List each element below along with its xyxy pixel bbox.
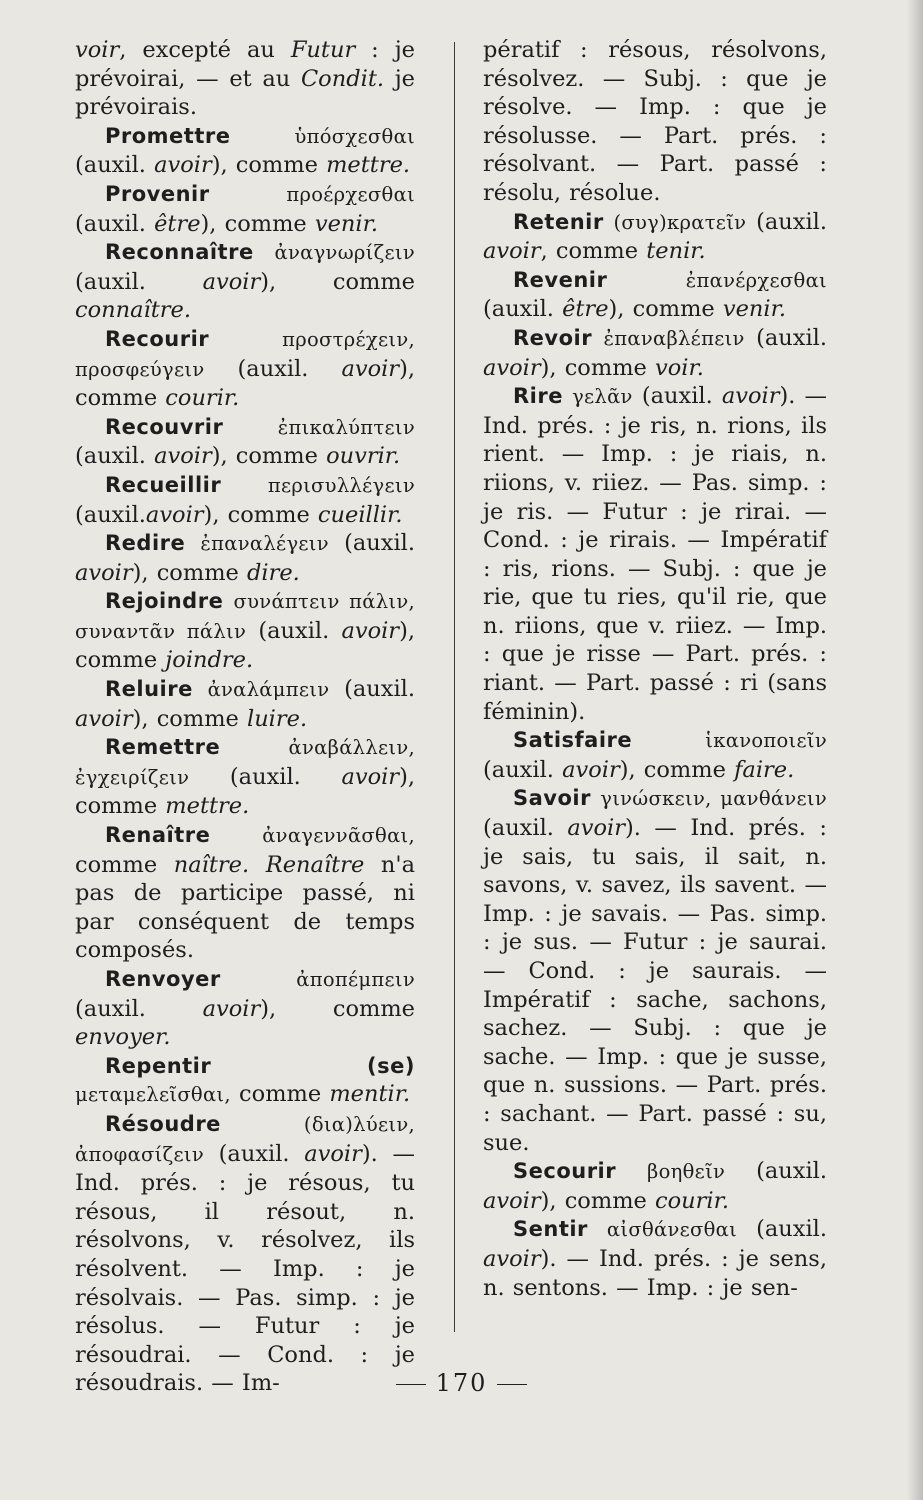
- entry-text: (auxil.: [203, 1140, 305, 1167]
- dictionary-entry: [483, 36, 827, 208]
- page-number-dash-left: [396, 1384, 426, 1385]
- entry-text: (auxil.: [329, 676, 415, 703]
- entry-italic-text: Futur: [290, 37, 356, 63]
- entry-italic-text: connaître.: [75, 297, 192, 324]
- dictionary-entry: [75, 733, 415, 821]
- entry-italic-text: avoir: [341, 763, 400, 790]
- entry-italic-text: dire.: [247, 559, 300, 586]
- entry-text: (auxil.: [483, 756, 563, 783]
- entry-headword: Promettre: [105, 123, 231, 148]
- dictionary-entry: [75, 325, 415, 413]
- entry-italic-text: joindre.: [165, 647, 254, 674]
- entry-headword: Renvoyer: [105, 967, 221, 991]
- column-divider: [454, 42, 455, 1332]
- entry-text: (auxil.: [483, 296, 563, 323]
- dictionary-entry: [483, 726, 827, 784]
- entry-greek-translation: ἐπανέρχεσθαι: [685, 268, 827, 292]
- page-number-value: 170: [435, 1369, 488, 1397]
- entry-text: ), comme: [608, 296, 723, 323]
- entry-italic-text: avoir: [483, 1187, 541, 1214]
- entry-headword: Renaître: [105, 823, 211, 848]
- entry-greek-translation: (δια)λύειν, ἀποφασίζειν: [75, 1112, 415, 1166]
- dictionary-entry: [483, 266, 827, 324]
- entry-headword: Résoudre: [105, 1111, 221, 1136]
- dictionary-entry: [75, 965, 415, 1052]
- entry-italic-text: courir.: [655, 1187, 730, 1214]
- entry-italic-text: avoir: [341, 617, 400, 644]
- dictionary-entry: [483, 324, 827, 382]
- entry-text: ). — Ind. prés. : je résous, tu résous, il résout, n. résolvons, v. résolvez, ils résolvent. — Imp. : je résolvais. — Pas. simp. : je résolus. — Futur : je résoudrai. — Cond. : je résoudrais. — Im-: [75, 1140, 415, 1397]
- dictionary-entry: [75, 1052, 415, 1110]
- entry-text: ), comme: [260, 995, 415, 1022]
- entry-italic-text: faire.: [734, 756, 795, 783]
- entry-headword: Repentir (se): [105, 1053, 415, 1078]
- entry-text: ), comme: [619, 756, 735, 783]
- entry-headword: Recueillir: [105, 472, 222, 497]
- entry-italic-text: être: [562, 296, 609, 323]
- dictionary-entry: [75, 471, 415, 529]
- entry-italic-text: avoir: [341, 355, 400, 382]
- entry-text: : je prévoirai, — et au: [75, 37, 415, 92]
- entry-italic-text: voir: [75, 37, 120, 63]
- entry-text: (auxil.: [189, 763, 342, 790]
- dictionary-entry: [483, 1157, 827, 1215]
- entry-italic-text: avoir: [483, 238, 541, 265]
- dictionary-entry: [483, 208, 827, 266]
- entry-italic-text: tenir.: [646, 238, 706, 265]
- entry-headword: Revoir: [513, 325, 593, 350]
- entry-text: (auxil.: [632, 383, 722, 410]
- entry-greek-translation: συνάπτειν πάλιν, συναντᾶν πάλιν: [75, 590, 416, 643]
- entry-italic-text: avoir: [154, 152, 212, 179]
- entry-greek-translation: ἐπαναβλέπειν: [603, 326, 745, 350]
- dictionary-entry: [75, 36, 415, 122]
- entry-headword: Recouvrir: [105, 414, 224, 439]
- entry-italic-text: ouvrir.: [326, 443, 401, 470]
- entry-italic-text: avoir: [721, 383, 780, 410]
- entry-italic-text: avoir: [483, 1245, 541, 1272]
- entry-headword: Provenir: [105, 181, 210, 206]
- entry-greek-translation: ἐπαναλέγειν: [200, 532, 329, 556]
- entry-italic-text: mentir.: [329, 1081, 411, 1108]
- entry-headword: Satisfaire: [513, 728, 633, 753]
- entry-text: ), comme: [75, 617, 415, 674]
- entry-text: comme: [230, 1081, 330, 1108]
- entry-text: (auxil.: [75, 443, 155, 470]
- entry-italic-text: cueillir.: [317, 501, 403, 528]
- entry-text: ). — Ind. prés. : je sens, n. sentons. — Imp. : je sen-: [483, 1245, 827, 1301]
- entry-text: ), comme: [540, 1187, 655, 1214]
- entry-greek-translation: προέρχεσθαι: [286, 182, 415, 206]
- entry-italic-text: avoir: [75, 559, 133, 586]
- entry-italic-text: mettre.: [165, 793, 250, 820]
- entry-greek-translation: ἀποπέμπειν: [296, 968, 415, 991]
- entry-headword: Savoir: [513, 786, 591, 811]
- entry-italic-text: avoir: [483, 354, 541, 381]
- entry-greek-translation: αἰσθάνεσθαι: [606, 1218, 738, 1242]
- dictionary-entry: [75, 122, 415, 180]
- entry-greek-translation: ἀναγεννᾶσθαι,: [262, 824, 415, 848]
- dictionary-entry: [483, 1215, 827, 1302]
- entry-headword: Rejoindre: [105, 589, 224, 614]
- dictionary-entry: [75, 529, 415, 587]
- entry-italic-text: avoir: [145, 501, 204, 528]
- entry-italic-text: avoir: [562, 756, 620, 783]
- dictionary-entry: [75, 180, 415, 238]
- entry-text: ), comme: [132, 705, 247, 732]
- entry-text: comme: [75, 851, 174, 878]
- entry-italic-text: venir.: [314, 210, 379, 237]
- entry-greek-translation: (συγ)κρατεῖν: [613, 210, 747, 234]
- entry-text: ), comme: [132, 559, 247, 586]
- entry-text: (auxil.: [483, 815, 568, 842]
- dictionary-entry: [75, 413, 415, 471]
- entry-italic-text: avoir: [202, 268, 261, 295]
- entry-text: (auxil.: [246, 617, 342, 644]
- entry-text: (auxil.: [744, 324, 827, 351]
- entry-italic-text: mettre.: [326, 152, 411, 179]
- entry-greek-translation: ἀναλάμπειν: [207, 678, 330, 702]
- entry-text: (auxil.: [737, 1216, 827, 1243]
- entry-text: (auxil.: [75, 501, 146, 528]
- entry-text: n'a pas de participe passé, ni par conséquent de temps composés.: [75, 851, 415, 964]
- entry-text: (auxil.: [75, 268, 203, 295]
- entry-text: ), comme: [203, 501, 318, 528]
- entry-text: ), comme: [260, 268, 415, 295]
- entry-italic-text: être: [154, 210, 201, 237]
- entry-text: ), comme: [540, 354, 655, 381]
- entry-text: , excepté au: [119, 37, 291, 63]
- entry-text: ), comme: [211, 443, 327, 470]
- left-column: [75, 36, 415, 1398]
- entry-italic-text: avoir: [202, 995, 261, 1022]
- entry-text: ), comme: [75, 763, 415, 820]
- entry-italic-text: luire.: [247, 705, 308, 732]
- entry-headword: Rire: [513, 384, 563, 409]
- page-number-dash-right: [497, 1384, 527, 1385]
- entry-italic-text: avoir: [304, 1140, 362, 1167]
- entry-italic-text: envoyer.: [75, 1024, 171, 1051]
- entry-headword: Retenir: [513, 209, 604, 234]
- entry-italic-text: avoir: [567, 815, 626, 842]
- entry-text: (auxil.: [328, 530, 415, 557]
- entry-greek-translation: ἀναβάλλειν, ἐγχειρίζειν: [75, 736, 415, 789]
- entry-greek-translation: μεταμελεῖσθαι,: [75, 1083, 231, 1107]
- entry-headword: Redire: [105, 531, 186, 556]
- entry-italic-text: naître. Renaître: [173, 851, 365, 878]
- entry-italic-text: avoir: [154, 443, 212, 470]
- entry-headword: Sentir: [513, 1217, 588, 1242]
- entry-greek-translation: γελᾶν: [572, 385, 633, 409]
- entry-text: (auxil.: [746, 208, 827, 235]
- dictionary-entry: [483, 382, 827, 726]
- entry-greek-translation: περισυλλέγειν: [267, 473, 415, 497]
- entry-headword: Remettre: [105, 735, 221, 760]
- entry-text: ), comme: [211, 152, 327, 179]
- entry-greek-translation: ἐπικαλύπτειν: [277, 415, 415, 439]
- entry-text: (auxil.: [725, 1158, 827, 1185]
- entry-greek-translation: βοηθεῖν: [647, 1160, 726, 1184]
- entry-text: , comme: [540, 238, 647, 265]
- entry-text: (auxil.: [75, 152, 155, 179]
- entry-text: pératif : résous, résolvons, résolvez. — Subj. : que je résolve. — Imp. : que je résolusse. — Part. prés. : résolvant. — Part. passé : résolu, résolue.: [483, 37, 827, 206]
- dictionary-entry: [483, 784, 827, 1157]
- entry-greek-translation: προστρέχειν, προσφεύγειν: [75, 327, 415, 381]
- entry-italic-text: avoir: [75, 705, 133, 732]
- dictionary-entry: [75, 675, 415, 733]
- entry-text: je prévoirais.: [75, 65, 415, 121]
- entry-italic-text: venir.: [722, 296, 787, 323]
- entry-text: (auxil.: [75, 210, 155, 237]
- right-column: [483, 36, 827, 1302]
- entry-greek-translation: ἱκανοποιεῖν: [705, 729, 827, 753]
- entry-headword: Recourir: [105, 326, 210, 351]
- entry-greek-translation: ὑπόσχεσθαι: [294, 124, 415, 148]
- entry-italic-text: courir.: [165, 385, 240, 412]
- dictionary-entry: [75, 821, 415, 965]
- entry-text: (auxil.: [75, 995, 203, 1022]
- entry-text: ), comme: [200, 210, 315, 237]
- page-number: [0, 1369, 923, 1397]
- entry-text: ). — Ind. prés. : je sais, tu sais, il sait, n. savons, v. savez, ils savent. — Imp. : je savais. — Pas. simp. : je sus. — Futur : je saurai. — Cond. : je saurais. — Impératif : sache, sachons, sachez. — Subj. : que je sache. — Imp. : que je susse, que n. sussions. — Part. prés. : sachant. — Part. passé : su, sue.: [483, 815, 827, 1156]
- entry-text: (auxil.: [204, 355, 342, 382]
- entry-italic-text: Condit.: [300, 65, 385, 92]
- entry-greek-translation: γινώσκειν, μανθάνειν: [600, 787, 827, 811]
- entry-text: ). — Ind. prés. : je ris, n. rions, ils rient. — Imp. : je riais, n. riions, v. riiez. — Pas. simp. : je ris. — Futur : je rirai. — Cond. : je rirais. — Impératif : ris, rions. — Subj. : que je rie, que tu ries, qu'il rie, que n. riions, que v. riiez. — Imp. : que je risse — Part. prés. : riant. — Part. passé : ri (sans féminin).: [483, 383, 827, 725]
- dictionary-entry: [75, 587, 415, 675]
- entry-headword: Secourir: [513, 1159, 617, 1184]
- entry-text: ), comme: [75, 355, 415, 412]
- entry-greek-translation: ἀναγνωρίζειν: [274, 241, 415, 265]
- entry-headword: Reluire: [105, 677, 193, 702]
- dictionary-entry: [75, 238, 415, 325]
- entry-headword: Reconnaître: [105, 240, 254, 265]
- dictionary-entry: [75, 1110, 415, 1398]
- page-edge-shadow: [907, 0, 923, 1500]
- entry-italic-text: voir.: [655, 354, 704, 381]
- entry-headword: Revenir: [513, 267, 608, 292]
